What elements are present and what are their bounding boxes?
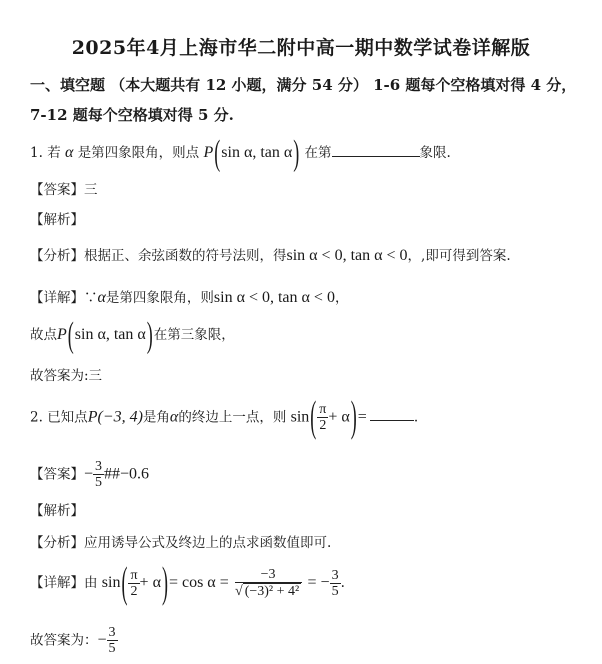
q1-text-b: 是第四象限角，则点	[77, 145, 200, 161]
q2-detail-sin: sin	[101, 573, 121, 591]
q2-result: = −	[307, 573, 330, 591]
right-paren: )	[293, 132, 300, 173]
q1-fenxi	[30, 244, 511, 265]
fraction-denominator: 2	[130, 583, 138, 599]
section-header-line1: 一、填空题 （本大题共有 12 小题，满分 54 分） 1-6 题每个空格填对得 4 分，	[30, 76, 577, 94]
right-paren: )	[161, 558, 168, 607]
pi-over-2-fraction	[317, 402, 328, 434]
q2-final-text: 故答案为：	[30, 632, 98, 649]
q2-alpha: α	[169, 408, 179, 426]
q2-analysis-label: 【解析】	[30, 503, 84, 519]
q1-detail-text-b: 是第四象限角，则	[105, 290, 214, 306]
right-paren: )	[146, 314, 153, 355]
q2-sin: sin	[290, 408, 310, 426]
q1-answer-value: 三	[84, 182, 98, 198]
q1-text-c: 在第	[304, 145, 332, 161]
because-symbol: ∵	[84, 290, 98, 306]
q1-answer	[30, 178, 98, 198]
q2-plus-alpha: + α	[328, 408, 350, 426]
q1-number: 1.	[30, 145, 43, 161]
q1-conclusion-coords: sin α, tan α	[74, 326, 146, 343]
detail-label: 【详解】	[30, 290, 84, 306]
answer-fraction	[93, 459, 104, 491]
q2-result-end: .	[340, 574, 345, 591]
q1-detail-text-c: ，	[334, 290, 349, 306]
q1-conclusion-b: 在第三象限，	[153, 327, 235, 343]
q2-cos-text: = cos α =	[168, 573, 229, 591]
q1-text-d: 象限.	[419, 145, 451, 161]
fraction-denominator: 2	[319, 418, 327, 434]
q2-question	[30, 392, 419, 441]
q2-text-b: 是角	[142, 409, 170, 426]
q2-detail-text: 由	[84, 574, 98, 591]
q1-fenxi-text-b: ，,即可得到答案.	[407, 248, 511, 264]
q1-text-a: 若	[47, 145, 61, 161]
q1-point: P	[203, 144, 214, 161]
q2-fenxi-text: 应用诱导公式及终边上的点求函数值即可.	[84, 535, 332, 551]
fraction-numerator: 3	[108, 625, 116, 640]
fenxi-label: 【分析】	[30, 535, 84, 551]
left-paren: (	[214, 132, 221, 173]
radicand: (−3)² + 4²	[244, 584, 300, 600]
final-fraction	[107, 625, 118, 657]
q2-text-a: 已知点	[47, 409, 88, 426]
left-paren: (	[121, 558, 128, 607]
fraction-denominator: 5	[108, 641, 116, 657]
q1-conclusion-point: P	[57, 326, 67, 343]
q1-final-answer: 故答案为:三	[30, 368, 103, 384]
fenxi-label: 【分析】	[30, 248, 84, 264]
q2-detail	[30, 558, 345, 607]
q1-coords: sin α, tan α	[221, 144, 293, 161]
q2-answer-minus: −	[84, 465, 94, 483]
q1-fenxi-math: sin α < 0, tan α < 0	[286, 247, 408, 264]
fraction-numerator: π	[319, 402, 327, 417]
q1-question	[30, 132, 451, 173]
q2-final-minus: −	[97, 631, 107, 649]
result-fraction	[330, 568, 341, 600]
q1-detail-alpha: α	[97, 289, 106, 306]
q1-answer-blank	[332, 154, 420, 157]
section-header-line2: 7-12 题每个空格填对得 5 分.	[30, 106, 234, 124]
q1-detail-math: sin α < 0, tan α < 0	[213, 289, 335, 306]
q2-answer-alt: ##−0.6	[104, 465, 150, 483]
fraction-numerator: −3	[235, 567, 302, 583]
q2-answer	[30, 459, 149, 491]
fraction-numerator: 3	[95, 459, 103, 474]
pi-over-2-fraction	[128, 568, 139, 600]
page-title: 2025年4月上海市华二附中高一期中数学试卷详解版	[71, 37, 531, 59]
right-paren: )	[350, 392, 357, 441]
q2-final-answer	[30, 625, 118, 657]
q1-alpha: α	[64, 144, 74, 161]
q2-detail-plus-alpha: + α	[139, 573, 161, 591]
q1-analysis-label: 【解析】	[30, 212, 84, 228]
q2-fenxi	[30, 531, 331, 551]
detail-label: 【详解】	[30, 574, 84, 591]
q1-detail	[30, 286, 348, 307]
fraction-numerator: 3	[331, 567, 339, 583]
left-paren: (	[67, 314, 74, 355]
q1-conclusion	[30, 314, 235, 355]
q2-answer-blank	[370, 418, 414, 421]
q2-text-c: 的终边上一点，则	[178, 409, 287, 426]
answer-label: 【答案】	[30, 466, 84, 483]
q2-number: 2.	[30, 409, 43, 426]
sqrt-icon: √	[235, 584, 243, 600]
fraction-denominator: 5	[95, 475, 103, 491]
q2-equals: =	[357, 408, 367, 426]
q1-conclusion-a: 故点	[30, 327, 57, 343]
q2-period: .	[413, 409, 419, 426]
fraction-numerator: π	[130, 567, 138, 583]
answer-label: 【答案】	[30, 182, 84, 198]
fraction-denominator: 5	[331, 583, 339, 599]
left-paren: (	[310, 392, 317, 441]
cos-fraction	[233, 567, 303, 600]
q2-point: P(−3, 4)	[87, 408, 143, 426]
fraction-denominator	[233, 583, 303, 599]
q1-fenxi-text-a: 根据正、余弦函数的符号法则，得	[84, 248, 287, 264]
